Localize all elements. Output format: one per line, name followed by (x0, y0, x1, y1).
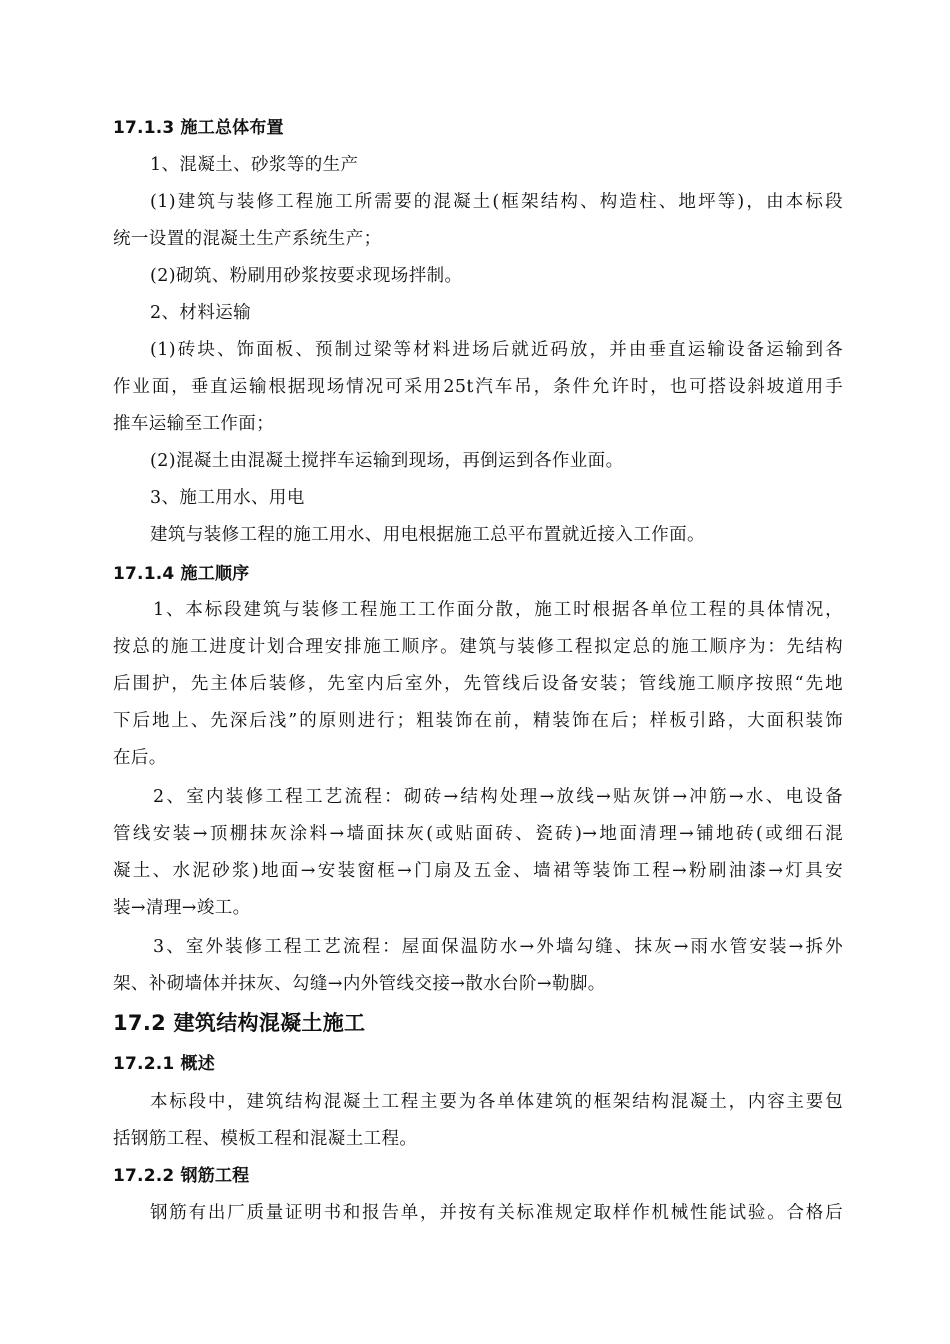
item-2-paragraph-1-line-3: 推车运输至工作面； (113, 414, 275, 434)
overview-paragraph-line-1: 本标段中，建筑结构混凝土工程主要为各单体建筑的框架结构混凝土，内容主要包 (150, 1092, 843, 1112)
order-paragraph-1-line-2: 按总的施工进度计划合理安排施工顺序。建筑与装修工程拟定总的施工顺序为：先结构 (113, 637, 843, 657)
item-3-title: 3、施工用水、用电 (150, 488, 305, 508)
overview-paragraph-line-2: 括钢筋工程、模板工程和混凝土工程。 (113, 1129, 418, 1149)
item-1-paragraph-1-line-2: 统一设置的混凝土生产系统生产； (113, 229, 382, 249)
item-1-paragraph-1-line-1: (1)建筑与装修工程施工所需要的混凝土(框架结构、构造柱、地坪等)，由本标段 (150, 192, 843, 212)
order-paragraph-3-line-2: 架、补砌墙体并抹灰、勾缝→内外管线交接→散水台阶→勒脚。 (113, 974, 606, 994)
item-3-paragraph-1: 建筑与装修工程的施工用水、用电根据施工总平布置就近接入工作面。 (150, 525, 705, 545)
section-heading-17-1-4: 17.1.4 施工顺序 (113, 564, 250, 584)
item-2-paragraph-1-line-2: 作业面，垂直运输根据现场情况可采用25t汽车吊，条件允许时，也可搭设斜坡道用手 (113, 377, 843, 397)
item-2-paragraph-2: (2)混凝土由混凝土搅拌车运输到现场，再倒运到各作业面。 (150, 451, 624, 471)
section-heading-17-2: 17.2 建筑结构混凝土施工 (113, 1011, 366, 1035)
section-heading-17-1-3: 17.1.3 施工总体布置 (113, 118, 284, 138)
order-paragraph-1-line-5: 在后。 (113, 748, 167, 768)
order-paragraph-2-line-2: 管线安装→顶棚抹灰涂料→墙面抹灰(或贴面砖、瓷砖)→地面清理→铺地砖(或细石混 (113, 824, 843, 844)
order-paragraph-1-line-1: 1、本标段建筑与装修工程施工工作面分散，施工时根据各单位工程的具体情况， (153, 600, 843, 620)
order-paragraph-1-line-4: 下后地上、先深后浅”的原则进行；粗装饰在前，精装饰在后；样板引路，大面积装饰 (113, 711, 843, 731)
item-1-paragraph-2: (2)砌筑、粉刷用砂浆按要求现场拌制。 (150, 266, 463, 286)
item-1-title: 1、混凝土、砂浆等的生产 (150, 155, 359, 175)
order-paragraph-3-line-1: 3、室外装修工程工艺流程：屋面保温防水→外墙勾缝、抹灰→雨水管安装→拆外 (153, 937, 843, 957)
item-2-paragraph-1-line-1: (1)砖块、饰面板、预制过梁等材料进场后就近码放，并由垂直运输设备运输到各 (150, 340, 843, 360)
order-paragraph-2-line-1: 2、室内装修工程工艺流程：砌砖→结构处理→放线→贴灰饼→冲筋→水、电设备 (153, 787, 843, 807)
section-heading-17-2-2: 17.2.2 钢筋工程 (113, 1166, 250, 1186)
order-paragraph-2-line-3: 凝土、水泥砂浆)地面→安装窗框→门扇及五金、墙裙等装饰工程→粉刷油漆→灯具安 (113, 861, 843, 881)
order-paragraph-1-line-3: 后围护，先主体后装修，先室内后室外，先管线后设备安装；管线施工顺序按照“先地 (113, 674, 843, 694)
item-2-title: 2、材料运输 (150, 303, 252, 323)
rebar-paragraph-line-1: 钢筋有出厂质量证明书和报告单，并按有关标准规定取样作机械性能试验。合格后 (150, 1203, 843, 1223)
section-heading-17-2-1: 17.2.1 概述 (113, 1054, 215, 1074)
order-paragraph-2-line-4: 装→清理→竣工。 (113, 898, 251, 918)
